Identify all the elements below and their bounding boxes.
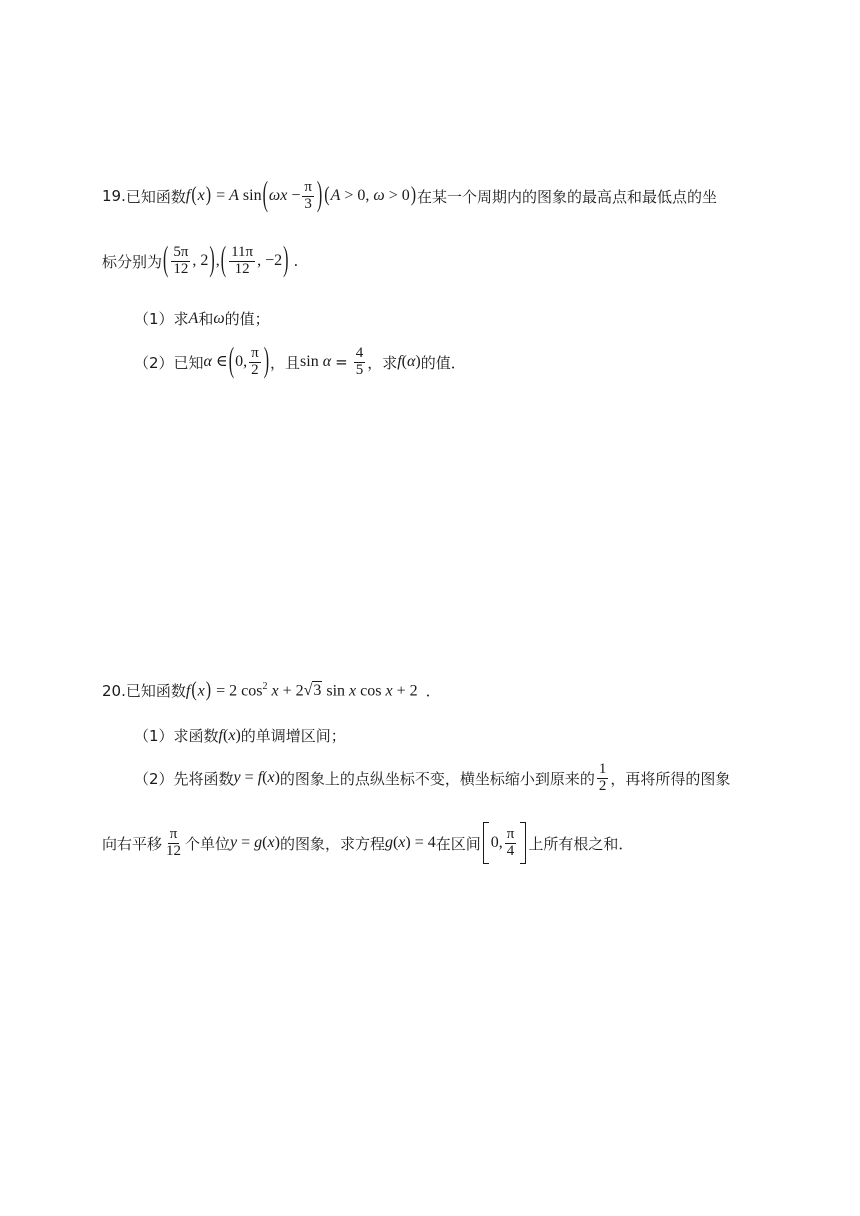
q20-tail: ． — [425, 682, 441, 700]
q19-point1-num: 5π — [173, 244, 189, 260]
q19-part2 — [134, 342, 466, 380]
q19-var-A: A — [188, 309, 199, 327]
q19-description: 在某一个周期内的图象的最高点和最低点的坐 — [417, 187, 718, 206]
q19-f-alpha: f(α) — [397, 353, 421, 371]
q20-y-eq-gx: y = g(x) — [230, 834, 280, 851]
q19-period: . — [293, 252, 299, 271]
q20-line3-mid: 个单位 — [185, 834, 231, 853]
q19-point2-y: −2 — [265, 251, 283, 269]
q19-function-formula: f(x) = A sin(ωx − $\frac{\pi}{3}$ ) (A > 0, ω > 0) — [185, 176, 417, 214]
q19-sin-alpha: sin α — [300, 353, 332, 371]
q20-line1 — [102, 680, 441, 701]
q19-alpha-range: α ∈(0, $\frac{\pi}{2}$ ) — [203, 342, 270, 380]
q20-part1-end: 的单调增区间； — [240, 727, 346, 745]
q20-line3-lead: 向右平移 — [102, 834, 163, 853]
q20-part2-label: （2）先将函数 — [134, 769, 234, 788]
q20-part2-line1 — [134, 762, 730, 795]
q19-point1-den: 12 — [173, 260, 189, 277]
q19-part2-end: 的值． — [420, 353, 466, 372]
q19-lead: 已知函数 — [125, 187, 186, 206]
q19-points: ( $\frac{5\pi}{12}$ , 2),( $\frac{11\pi}{12}$ , −2) — [163, 241, 289, 279]
q20-gx-eq-4: g(x) = 4 — [384, 834, 436, 851]
q19-part2-mid2: ，求 — [367, 353, 398, 372]
q20-line3-mid2: 的图象，求方程 — [279, 834, 385, 853]
q20-shift: $\frac{\pi}{12}$ — [166, 825, 182, 859]
q20-part1 — [134, 725, 346, 746]
q19-number: 19. — [102, 187, 126, 206]
q20-part2-line2 — [102, 822, 633, 864]
q20-fx: f(x) — [218, 726, 241, 744]
q19-part2-eq: = — [335, 353, 348, 372]
q19-part2-label: （2）已知 — [134, 353, 204, 372]
q19-var-omega: ω — [213, 309, 225, 327]
q20-function-formula: f(x) = 2 $\cos^2 x + 2$ √ 3 sin x cos x + 2 — [185, 679, 418, 702]
q19-part1-label: （1）求 — [134, 310, 189, 328]
q19-part1-mid: 和 — [198, 310, 214, 328]
q20-half: $\frac{1}{2}$ — [598, 761, 607, 794]
q20-part1-label: （1）求函数 — [134, 727, 219, 745]
q19-point2-den: 12 — [234, 260, 250, 277]
q20-lead: 已知函数 — [125, 682, 186, 700]
q19-line2-lead: 标分别为 — [102, 252, 163, 271]
q20-y-eq-fx: y = f(x) — [233, 769, 280, 787]
q20-part2-text2: ，再将所得的图象 — [610, 769, 731, 788]
q20-part2-text1: 的图象上的点纵坐标不变，横坐标缩小到原来的 — [279, 769, 595, 788]
q19-point1-y: 2 — [200, 251, 209, 269]
q19-line1 — [102, 176, 718, 214]
q20-line3-end: 上所有根之和． — [528, 834, 634, 853]
q19-part1-end: 的值； — [224, 310, 270, 328]
q19-line2 — [102, 241, 299, 279]
q20-number: 20. — [102, 681, 126, 700]
q20-line3-mid3: 在区间 — [435, 834, 481, 853]
q19-sin-value: $\frac{4}{5}$ — [355, 345, 364, 378]
q19-point2-num: 11π — [231, 244, 254, 260]
q19-part2-mid: ，且 — [270, 353, 301, 372]
q19-part1 — [134, 308, 270, 329]
q20-interval: 0, $\frac{\pi}{4}$ — [481, 822, 529, 864]
